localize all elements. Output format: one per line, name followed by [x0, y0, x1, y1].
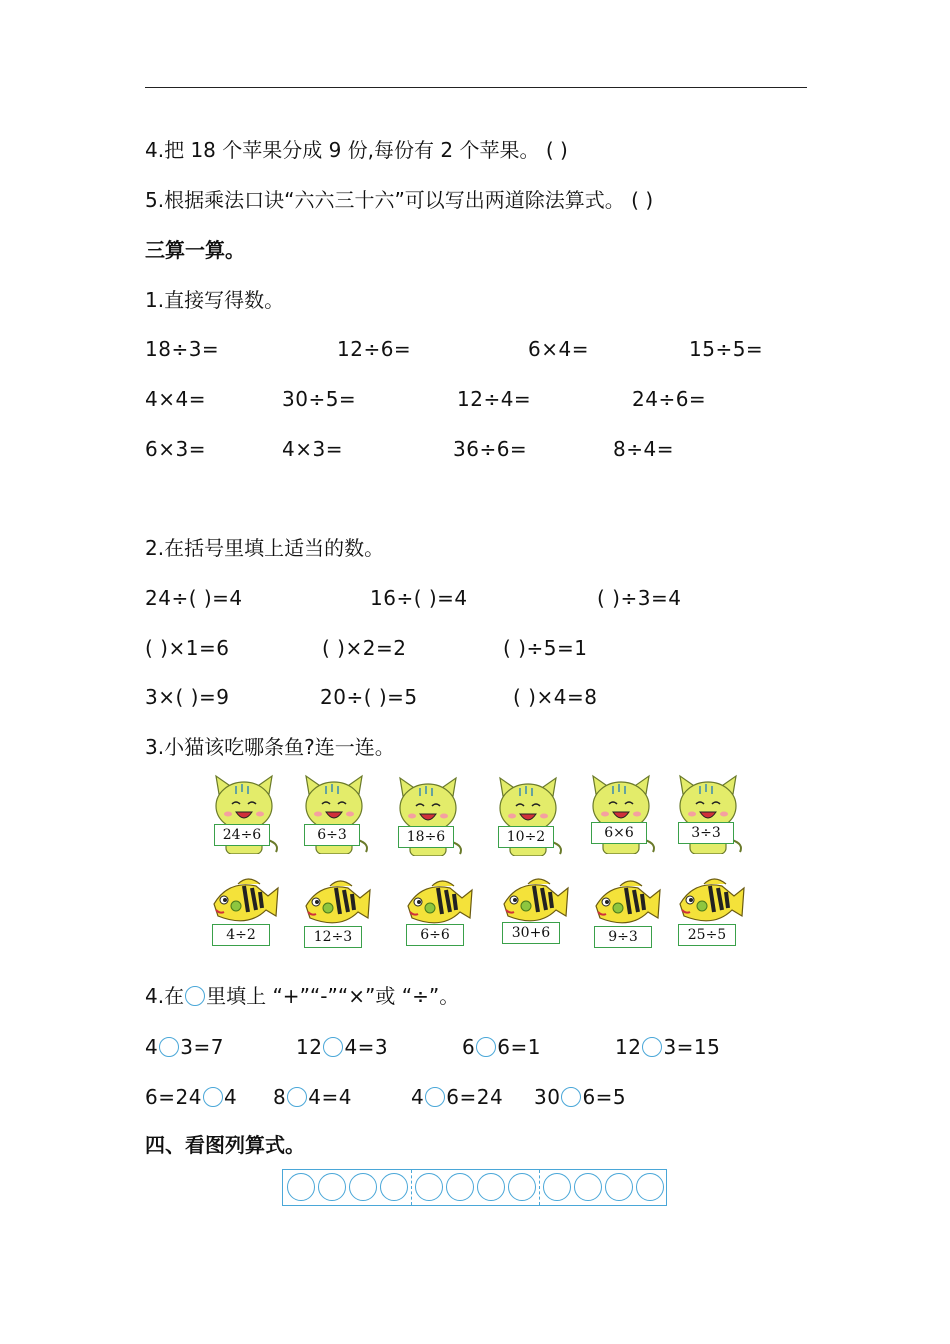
q4-left: 12	[615, 1035, 642, 1059]
bead-icon	[415, 1173, 443, 1201]
q4-right: 4	[223, 1085, 238, 1109]
q4-item	[462, 1033, 541, 1061]
bead-icon	[287, 1173, 315, 1201]
q4-left: 4	[145, 1035, 159, 1059]
cat-label: 6÷3	[304, 824, 360, 846]
fish-figure[interactable]	[208, 876, 280, 960]
q4-title-prefix: 4.在	[145, 984, 185, 1008]
q4-right: 6=24	[446, 1085, 504, 1109]
q4-item	[145, 1033, 224, 1061]
cat-label: 3÷3	[678, 822, 734, 844]
fish-figure[interactable]	[300, 878, 372, 962]
q4-right: 4=3	[344, 1035, 389, 1059]
q1-item: 15÷5=	[689, 337, 764, 361]
q1-item: 36÷6=	[453, 437, 528, 461]
fish-label: 4÷2	[212, 924, 270, 946]
q1-item: 24÷6=	[632, 387, 707, 411]
bead-icon	[636, 1173, 664, 1201]
q2-item: ( )÷5=1	[503, 636, 588, 660]
q1-item: 6×4=	[528, 337, 589, 361]
fish-figure[interactable]	[674, 876, 746, 960]
q4-item	[615, 1033, 720, 1061]
q2-item: 3×( )=9	[145, 685, 230, 709]
fish-icon	[498, 876, 570, 926]
q2-item: 24÷( )=4	[145, 586, 243, 610]
fish-label: 25÷5	[678, 924, 736, 946]
blank-circle-icon	[185, 986, 205, 1006]
q2-item: 20÷( )=5	[320, 685, 418, 709]
fish-label: 30+6	[502, 922, 560, 944]
fish-label: 12÷3	[304, 926, 362, 948]
operator-circle-icon[interactable]	[287, 1087, 307, 1107]
q1-item: 8÷4=	[613, 437, 674, 461]
q3-title: 3.小猫该吃哪条鱼?连一连。	[145, 735, 395, 759]
q4-left: 30	[534, 1085, 561, 1109]
q4-item	[273, 1083, 352, 1111]
judge-item-4: 4.把 18 个苹果分成 9 份,每份有 2 个苹果。 ( )	[145, 138, 568, 162]
cat-figure[interactable]	[392, 772, 464, 856]
bead-icon	[574, 1173, 602, 1201]
bead-icon	[508, 1173, 536, 1201]
q4-left: 6	[462, 1035, 476, 1059]
q1-item: 12÷6=	[337, 337, 412, 361]
q2-item: ( )×1=6	[145, 636, 230, 660]
q4-right: 4=4	[308, 1085, 352, 1109]
q1-item: 6×3=	[145, 437, 206, 461]
judge-item-5: 5.根据乘法口诀“六六三十六”可以写出两道除法算式。 ( )	[145, 188, 654, 212]
operator-circle-icon[interactable]	[159, 1037, 179, 1057]
q2-title: 2.在括号里填上适当的数。	[145, 536, 385, 560]
operator-circle-icon[interactable]	[425, 1087, 445, 1107]
cat-label: 10÷2	[498, 826, 554, 848]
q1-title: 1.直接写得数。	[145, 288, 285, 312]
q4-right: 6=5	[582, 1085, 627, 1109]
q1-item: 18÷3=	[145, 337, 220, 361]
cat-figure[interactable]	[585, 770, 657, 854]
fish-icon	[300, 878, 372, 928]
bead-icon	[380, 1173, 408, 1201]
q2-item: ( )×2=2	[322, 636, 407, 660]
bead-icon	[349, 1173, 377, 1201]
header-rule	[145, 87, 807, 88]
group-divider	[411, 1170, 412, 1205]
fish-label: 6÷6	[406, 924, 464, 946]
section-4-title: 四、看图列算式。	[145, 1133, 305, 1157]
q2-item: 16÷( )=4	[370, 586, 468, 610]
operator-circle-icon[interactable]	[323, 1037, 343, 1057]
bead-icon	[543, 1173, 571, 1201]
fish-icon	[402, 878, 474, 928]
fish-icon	[590, 878, 662, 928]
q4-right: 6=1	[497, 1035, 541, 1059]
q4-item	[296, 1033, 388, 1061]
q2-item: ( )÷3=4	[597, 586, 682, 610]
fish-icon	[674, 876, 746, 926]
bead-icon	[605, 1173, 633, 1201]
q4-right: 3=7	[180, 1035, 224, 1059]
q4-right: 3=15	[663, 1035, 721, 1059]
q4-left: 12	[296, 1035, 323, 1059]
q4-left: 8	[273, 1085, 287, 1109]
cat-figure[interactable]	[298, 770, 370, 854]
bead-group-figure	[282, 1169, 667, 1206]
q4-title-suffix: 里填上 “+”“-”“×”或 “÷”。	[206, 984, 460, 1008]
group-divider	[539, 1170, 540, 1205]
q4-item	[411, 1083, 503, 1111]
bead-icon	[318, 1173, 346, 1201]
cat-figure[interactable]	[672, 770, 744, 854]
fish-icon	[208, 876, 280, 926]
q4-item	[534, 1083, 626, 1111]
fish-figure[interactable]	[590, 878, 662, 962]
q1-item: 4×3=	[282, 437, 343, 461]
operator-circle-icon[interactable]	[476, 1037, 496, 1057]
q1-item: 12÷4=	[457, 387, 532, 411]
cat-figure[interactable]	[492, 772, 564, 856]
cat-label: 18÷6	[398, 826, 454, 848]
q4-left: 6=24	[145, 1085, 202, 1109]
q4-item	[145, 1083, 237, 1111]
bead-icon	[446, 1173, 474, 1201]
cat-label: 24÷6	[214, 824, 270, 846]
fish-label: 9÷3	[594, 926, 652, 948]
q1-item: 30÷5=	[282, 387, 357, 411]
operator-circle-icon[interactable]	[203, 1087, 223, 1107]
fish-figure[interactable]	[498, 876, 570, 960]
q1-item: 4×4=	[145, 387, 206, 411]
cat-label: 6×6	[591, 822, 647, 844]
operator-circle-icon[interactable]	[561, 1087, 581, 1107]
q4-left: 4	[411, 1085, 425, 1109]
operator-circle-icon[interactable]	[642, 1037, 662, 1057]
fish-figure[interactable]	[402, 878, 474, 962]
q2-item: ( )×4=8	[513, 685, 598, 709]
section-3-title: 三算一算。	[145, 238, 245, 262]
bead-icon	[477, 1173, 505, 1201]
q4-title	[145, 982, 459, 1010]
cat-figure[interactable]	[208, 770, 280, 854]
